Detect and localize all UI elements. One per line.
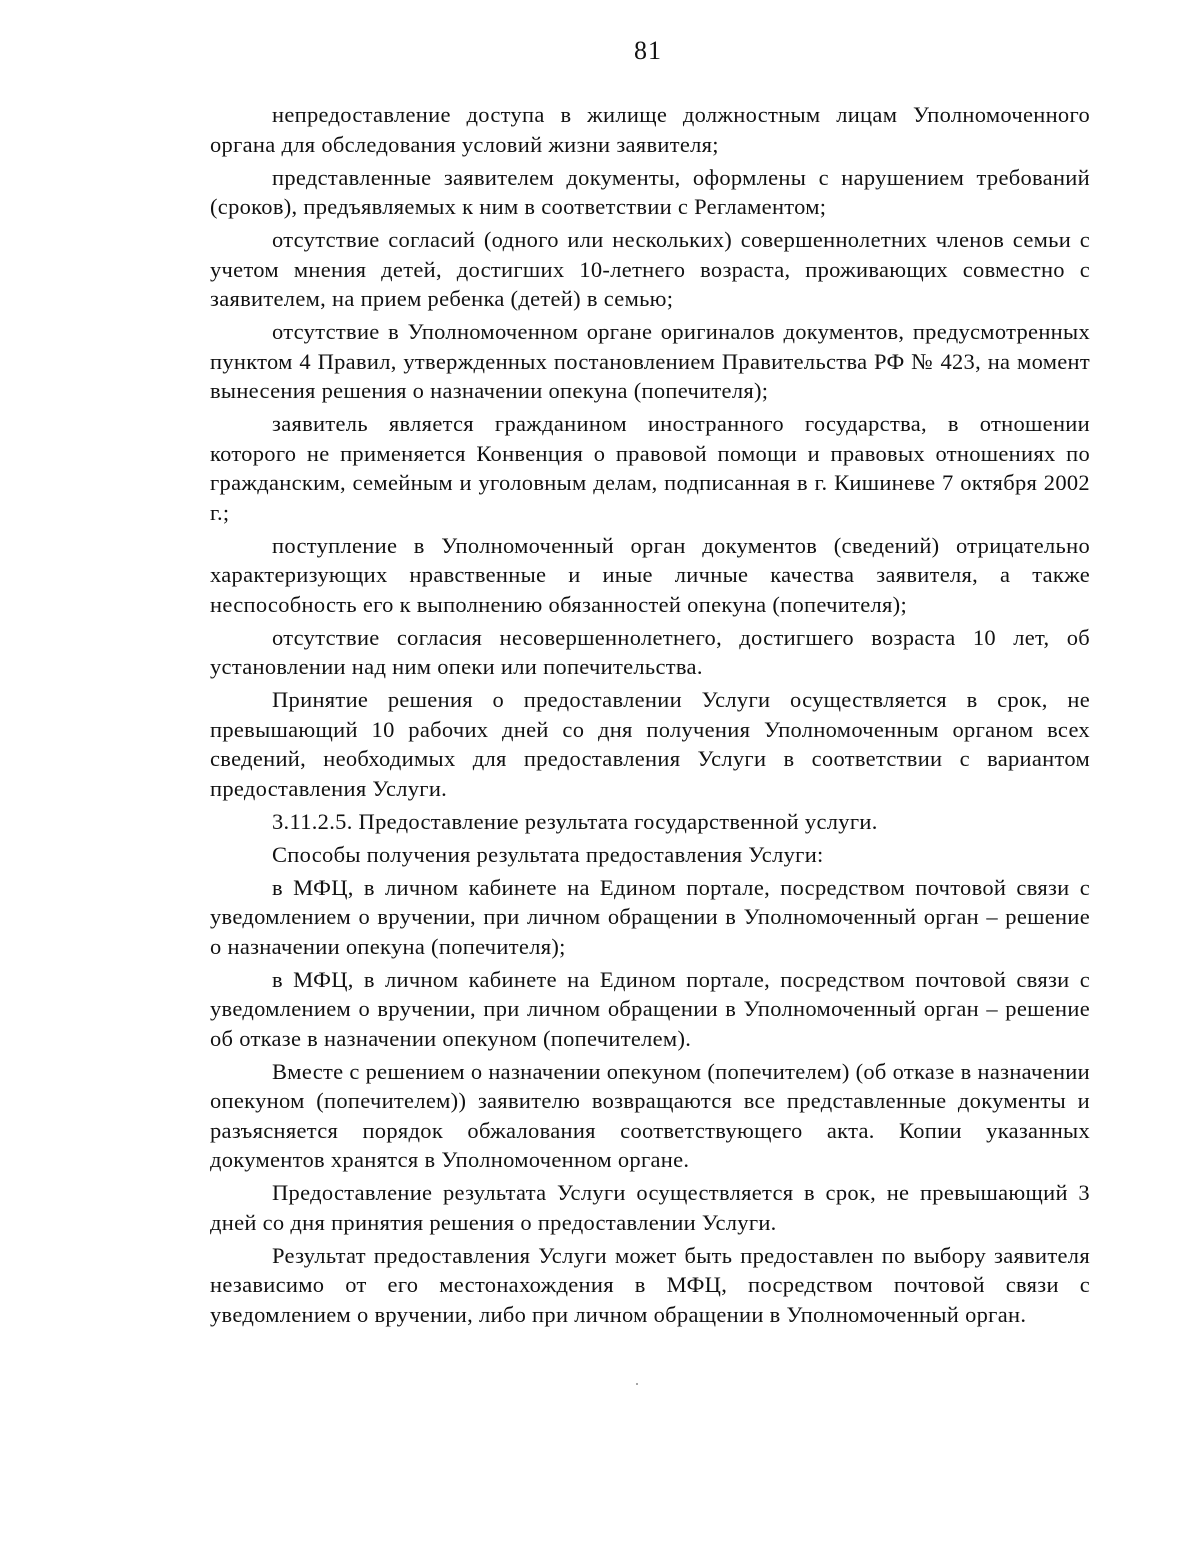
paragraph-6: поступление в Уполномоченный орган документов (сведений) отрицательно характеризующих нравственные и иные личные качества заявителя, а также неспособность его к выполнению обязанностей опекуна (попечителя);: [210, 532, 1090, 617]
paragraph-4: отсутствие в Уполномоченном органе оригиналов документов, предусмотренных пунктом 4 Правил, утвержденных постановлением Правительства РФ № 423, на момент вынесения решения о назначении опекуна (попечителя);: [210, 319, 1090, 403]
paragraph-8: Принятие решения о предоставлении Услуги осуществляется в срок, не превышающий 10 рабочих дней со дня получения Уполномоченным органом всех сведений, необходимых для предоставления Услуги в соответствии с вариантом предоставления Услуги.: [210, 687, 1090, 801]
paragraph-5: заявитель является гражданином иностранного государства, в отношении которого не применяется Конвенция о правовой помощи и правовых отношениях по гражданским, семейным и уголовным делам, подписанная в г. Кишиневе 7 октября 2002 г.;: [210, 411, 1090, 525]
paragraph-13: Вместе с решением о назначении опекуном (попечителем) (об отказе в назначении опекуном (попечителем)) заявителю возвращаются все представленные документы и разъясняется порядок обжалования соответствующего акта. Копии указанных документов хранятся в Уполномоченном органе.: [210, 1058, 1090, 1172]
paragraph-3: отсутствие согласий (одного или нескольких) совершеннолетних членов семьи с учетом мнения детей, достигших 10-летнего возраста, проживающих совместно с заявителем, на прием ребенка (детей) в семью;: [210, 227, 1090, 311]
document-body: [210, 100, 1090, 1333]
paragraph-1: непредоставление доступа в жилище должностным лицам Уполномоченного органа для обследования условий жизни заявителя;: [210, 102, 1090, 157]
paragraph-15: Результат предоставления Услуги может быть предоставлен по выбору заявителя независимо от его местонахождения в МФЦ, посредством почтовой связи с уведомлением о вручении, либо при личном обращении в Уполномоченный орган.: [210, 1242, 1090, 1327]
paragraph-12: в МФЦ, в личном кабинете на Едином портале, посредством почтовой связи с уведомлением о вручении, при личном обращении в Уполномоченный орган – решение об отказе в назначении опекуном (попечителем).: [210, 966, 1090, 1051]
paragraph-11: в МФЦ, в личном кабинете на Едином портале, посредством почтовой связи с уведомлением о вручении, при личном обращении в Уполномоченный орган – решение о назначении опекуна (попечителя);: [210, 874, 1090, 959]
paragraph-10: Способы получения результата предоставления Услуги:: [272, 841, 824, 867]
page-number: 81: [634, 36, 662, 65]
paragraph-9: 3.11.2.5. Предоставление результата государственной услуги.: [272, 808, 878, 834]
scan-speck: [636, 1383, 638, 1385]
paragraph-7: отсутствие согласия несовершеннолетнего, достигшего возраста 10 лет, об установлении над ним опеки или попечительства.: [210, 624, 1090, 679]
paragraph-14: Предоставление результата Услуги осуществляется в срок, не превышающий 3 дней со дня принятия решения о предоставлении Услуги.: [210, 1180, 1090, 1235]
paragraph-2: представленные заявителем документы, оформлены с нарушением требований (сроков), предъявляемых к ним в соответствии с Регламентом;: [210, 164, 1090, 219]
